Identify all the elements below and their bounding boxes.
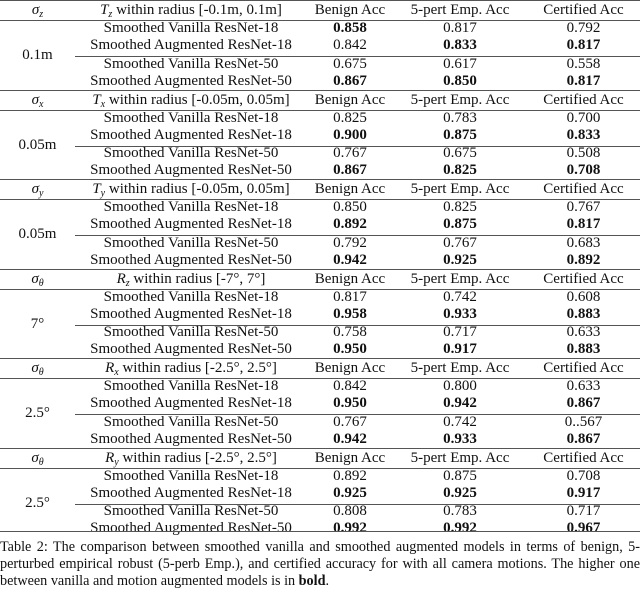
value: 0.883 [566,341,601,358]
table-block [0,0,640,90]
variable-symbol: R [105,360,115,376]
column-header: Certified Acc [543,449,624,466]
sigma-value: 2.5° [25,405,50,421]
value: 0.950 [333,341,367,358]
sigma-header [0,91,75,110]
value: 0.867 [333,72,367,89]
table-row [0,56,640,73]
model-name: Smoothed Augmented ResNet-50 [90,341,292,358]
table-row [0,395,640,412]
value-cell [527,199,640,216]
value: 0.942 [333,251,367,268]
radius-text: within radius [-2.5°, 2.5°] [118,449,277,466]
table-row [0,216,640,233]
variable-header [75,449,307,468]
value: 0.717 [566,503,601,520]
header-row [0,91,640,111]
column-header: Benign Acc [314,360,386,376]
value: 0.892 [333,467,367,484]
column-header: Certified Acc [543,181,624,197]
value-cell [307,216,393,233]
value-cell [393,324,527,341]
sigma-symbol: $\sigma_\theta$ [31,270,44,289]
header-row [0,180,640,200]
value-cell [307,289,393,306]
value: 0.817 [333,288,367,305]
value: 0.875 [443,467,477,484]
value-cell [527,56,640,73]
column-header: Benign Acc [314,181,386,197]
column-header: 5-pert Emp. Acc [410,270,510,287]
column-header: Certified Acc [543,270,624,287]
value-cell [527,162,640,179]
variable-subscript: x [100,98,106,110]
value: 0.825 [333,109,367,126]
model-name: Smoothed Vanilla ResNet-50 [103,145,279,162]
model-name: Smoothed Augmented ResNet-18 [90,126,292,143]
value: 0.608 [566,288,601,305]
model-name: Smoothed Augmented ResNet-50 [90,520,292,537]
sigma-value: 0.1m [22,47,53,63]
value-cell [307,485,393,502]
value-cell [307,324,393,341]
table-row [0,431,640,448]
value: 0.933 [443,430,477,447]
value-cell [527,37,640,54]
value-cell [527,414,640,431]
table-row [0,20,640,37]
radius-text: within radius [-0.1m, 0.1m] [112,2,282,18]
model-name: Smoothed Vanilla ResNet-18 [103,467,279,484]
value-cell [527,485,640,502]
value-cell [393,127,527,144]
value: 0.767 [566,199,601,215]
model-name: Smoothed Vanilla ResNet-50 [103,55,279,72]
value: 0.558 [566,55,601,72]
sigma-subscript: θ [38,456,44,468]
value: 0.767 [333,413,367,430]
header-row [0,270,640,290]
bottom-rule [0,531,640,532]
model-name: Smoothed Augmented ResNet-18 [90,37,292,54]
value-cell [307,162,393,179]
value: 0.833 [443,37,477,54]
table-row [0,520,640,537]
value: 0.708 [566,467,601,484]
value-cell [393,503,527,520]
variable-header [75,91,307,110]
value-cell [527,127,640,144]
variable-header [75,270,307,289]
table-row [0,37,640,54]
value-cell [393,199,527,216]
value: 0.967 [566,520,601,537]
sigma-subscript: θ [38,367,44,378]
column-header: 5-pert Emp. Acc [410,360,510,376]
value: 0.850 [333,199,367,215]
value: 0.917 [443,341,477,358]
model-name: Smoothed Augmented ResNet-50 [90,251,292,268]
value-cell [393,37,527,54]
value: 0.850 [443,72,477,89]
model-name: Smoothed Vanilla ResNet-50 [103,503,279,520]
model-name: Smoothed Augmented ResNet-18 [90,484,292,501]
column-header: Benign Acc [314,2,386,18]
table-row [0,162,640,179]
value: 0.767 [333,145,367,162]
column-header: Certified Acc [543,360,624,376]
value-cell [527,378,640,395]
value-cell [393,20,527,37]
value: 0.817 [566,72,601,89]
sigma-subscript: y [38,188,44,199]
radius-text: within radius [-0.05m, 0.05m] [105,181,290,197]
value-cell [393,289,527,306]
variable-subscript: x [114,367,119,378]
value: 0.842 [333,37,367,54]
column-header: Benign Acc [314,449,386,466]
table-row [0,199,640,216]
value: 0.783 [443,503,477,520]
sigma-header [0,180,75,199]
sigma-symbol: $\sigma_x$ [31,91,44,110]
value: 0.800 [443,378,477,394]
value-cell [393,414,527,431]
value-cell [307,235,393,252]
sigma-subscript: θ [38,277,44,289]
value: 0.925 [443,484,477,501]
value-cell [393,485,527,502]
value: 0.958 [333,305,367,322]
table-row [0,73,640,90]
value: 0.892 [566,251,601,268]
value: 0.950 [333,395,367,412]
variable-symbol: R [105,449,115,466]
value-cell [393,252,527,269]
value: 0.742 [443,413,477,430]
value-cell [393,520,527,537]
header-row [0,1,640,21]
model-name: Smoothed Augmented ResNet-18 [90,305,292,322]
value: 0.767 [443,234,477,251]
value-cell [527,216,640,233]
value: 0.925 [443,251,477,268]
value: 0.700 [566,109,601,126]
value-cell [307,378,393,395]
value-cell [527,306,640,323]
value-cell [527,289,640,306]
table-caption [0,539,640,590]
value-cell [527,73,640,90]
column-header: Certified Acc [543,91,624,108]
value: 0.858 [333,20,367,36]
table-row [0,252,640,269]
value: 0.892 [333,216,367,233]
variable-symbol: T [92,181,101,197]
value: 0.900 [333,126,367,143]
value-cell [527,324,640,341]
value: 0.783 [443,109,477,126]
column-header: Benign Acc [314,270,386,287]
model-name: Smoothed Vanilla ResNet-18 [103,288,279,305]
value-cell [527,341,640,358]
model-name: Smoothed Augmented ResNet-50 [90,72,292,89]
value: 0.717 [443,324,477,341]
value: 0.617 [443,55,477,72]
value: 0.825 [443,162,477,179]
sigma-symbol: $\sigma_y$ [31,181,44,199]
variable-header [75,359,307,378]
sigma-symbol: $\sigma_\theta$ [31,449,44,468]
header-row [0,359,640,379]
value-cell [307,145,393,162]
sigma-header [0,270,75,289]
sigma-value: 0.05m [18,226,57,242]
value-cell [307,341,393,358]
value: 0.992 [333,520,367,537]
variable-subscript: z [125,277,130,289]
value-cell [393,378,527,395]
value-cell [307,503,393,520]
value-cell [527,520,640,537]
value-cell [307,73,393,90]
value: 0.792 [566,20,601,36]
value: 0.925 [333,484,367,501]
value-cell [527,252,640,269]
variable-header [75,180,307,199]
header-row [0,449,640,469]
value-cell [393,306,527,323]
value: 0.817 [443,20,477,36]
column-header: Benign Acc [314,91,386,108]
value: 0.742 [443,288,477,305]
value-cell [307,20,393,37]
value-cell [307,56,393,73]
column-header: 5-pert Emp. Acc [410,2,510,18]
value: 0.708 [566,162,601,179]
table-row [0,235,640,252]
variable-subscript: y [114,456,119,468]
value: 0.675 [333,55,367,72]
model-name: Smoothed Vanilla ResNet-18 [103,199,279,215]
value-cell [393,395,527,412]
sigma-header [0,449,75,468]
value: 0.758 [333,324,367,341]
value: 0.875 [443,126,477,143]
value-cell [527,20,640,37]
value: 0.992 [443,520,477,537]
value-cell [307,520,393,537]
value: 0.825 [443,199,477,215]
table-row [0,414,640,431]
variable-subscript: y [100,188,106,199]
value-cell [393,468,527,485]
model-name: Smoothed Vanilla ResNet-18 [103,20,279,36]
model-name: Smoothed Augmented ResNet-18 [90,216,292,233]
value: 0..567 [564,413,603,430]
value-cell [527,110,640,127]
value: 0.933 [443,305,477,322]
value-cell [527,145,640,162]
value-cell [307,252,393,269]
value-cell [527,503,640,520]
model-name: Smoothed Vanilla ResNet-50 [103,234,279,251]
caption-text: Table 2: The comparison between smoothed vanilla and smoothed augmented models in terms of benign, 5-perturbed empirical robust (5-perb Emp.), and certified accuracy for with all camera motions. The higher one between vanilla and motion augmented models is in [0,539,640,589]
value-cell [307,468,393,485]
sigma-subscript: z [39,9,44,20]
table-block [0,90,640,180]
variable-symbol: T [100,2,109,18]
table-block [0,358,640,448]
value: 0.817 [566,216,601,233]
value-cell [527,395,640,412]
value-cell [393,73,527,90]
value-cell [307,414,393,431]
column-header: 5-pert Emp. Acc [410,91,510,108]
value-cell [393,216,527,233]
value-cell [527,468,640,485]
value: 0.683 [566,234,601,251]
caption-end: . [325,573,330,589]
value-cell [307,306,393,323]
value: 0.675 [443,145,477,162]
sigma-value: 0.05m [18,136,57,153]
value: 0.883 [566,305,601,322]
value-cell [393,431,527,448]
value: 0.942 [333,430,367,447]
table-block [0,179,640,269]
value-cell [393,56,527,73]
value-cell [307,199,393,216]
value-cell [393,110,527,127]
value: 0.867 [566,430,601,447]
table-block [0,269,640,359]
value: 0.833 [566,126,601,143]
table-row [0,324,640,341]
radius-text: within radius [-2.5°, 2.5°] [118,360,277,376]
value: 0.867 [333,162,367,179]
value-cell [307,431,393,448]
value-cell [393,145,527,162]
value-cell [393,341,527,358]
model-name: Smoothed Vanilla ResNet-50 [103,413,279,430]
model-name: Smoothed Vanilla ResNet-18 [103,378,279,394]
column-header: 5-pert Emp. Acc [410,449,510,466]
table-row [0,503,640,520]
value: 0.508 [566,145,601,162]
column-header: 5-pert Emp. Acc [410,181,510,197]
value-cell [393,235,527,252]
table-block [0,448,640,538]
caption-bold-word: bold [298,573,326,589]
value: 0.942 [443,395,477,412]
value-cell [307,127,393,144]
table-row [0,485,640,502]
sigma-symbol: $\sigma_\theta$ [31,360,44,378]
value-cell [527,431,640,448]
table-row [0,145,640,162]
sigma-header [0,359,75,378]
model-name: Smoothed Augmented ResNet-50 [90,430,292,447]
sigma-header [0,1,75,20]
sigma-value: 2.5° [25,494,50,511]
table-row [0,289,640,306]
value: 0.917 [566,484,601,501]
table-row [0,378,640,395]
table-row [0,127,640,144]
model-name: Smoothed Vanilla ResNet-50 [103,324,279,341]
value: 0.633 [566,324,601,341]
sigma-value: 7° [30,315,45,332]
radius-text: within radius [-0.05m, 0.05m] [105,91,290,108]
value-cell [527,235,640,252]
value: 0.792 [333,234,367,251]
value: 0.842 [333,378,367,394]
radius-text: within radius [-7°, 7°] [129,270,266,287]
table-row [0,110,640,127]
model-name: Smoothed Vanilla ResNet-18 [103,109,279,126]
value-cell [307,395,393,412]
value: 0.817 [566,37,601,54]
variable-symbol: R [116,270,126,287]
variable-subscript: z [108,9,113,20]
model-name: Smoothed Augmented ResNet-18 [90,395,292,412]
value-cell [307,37,393,54]
variable-symbol: T [92,91,101,108]
table-row [0,341,640,358]
table-row [0,306,640,323]
value-cell [307,110,393,127]
sigma-symbol: $\sigma_z$ [31,2,44,20]
value: 0.867 [566,395,601,412]
value: 0.808 [333,503,367,520]
variable-header [75,1,307,20]
value-cell [393,162,527,179]
table-row [0,468,640,485]
model-name: Smoothed Augmented ResNet-50 [90,162,292,179]
sigma-subscript: x [38,98,44,110]
value: 0.875 [443,216,477,233]
column-header: Certified Acc [543,2,624,18]
value: 0.633 [566,378,601,394]
